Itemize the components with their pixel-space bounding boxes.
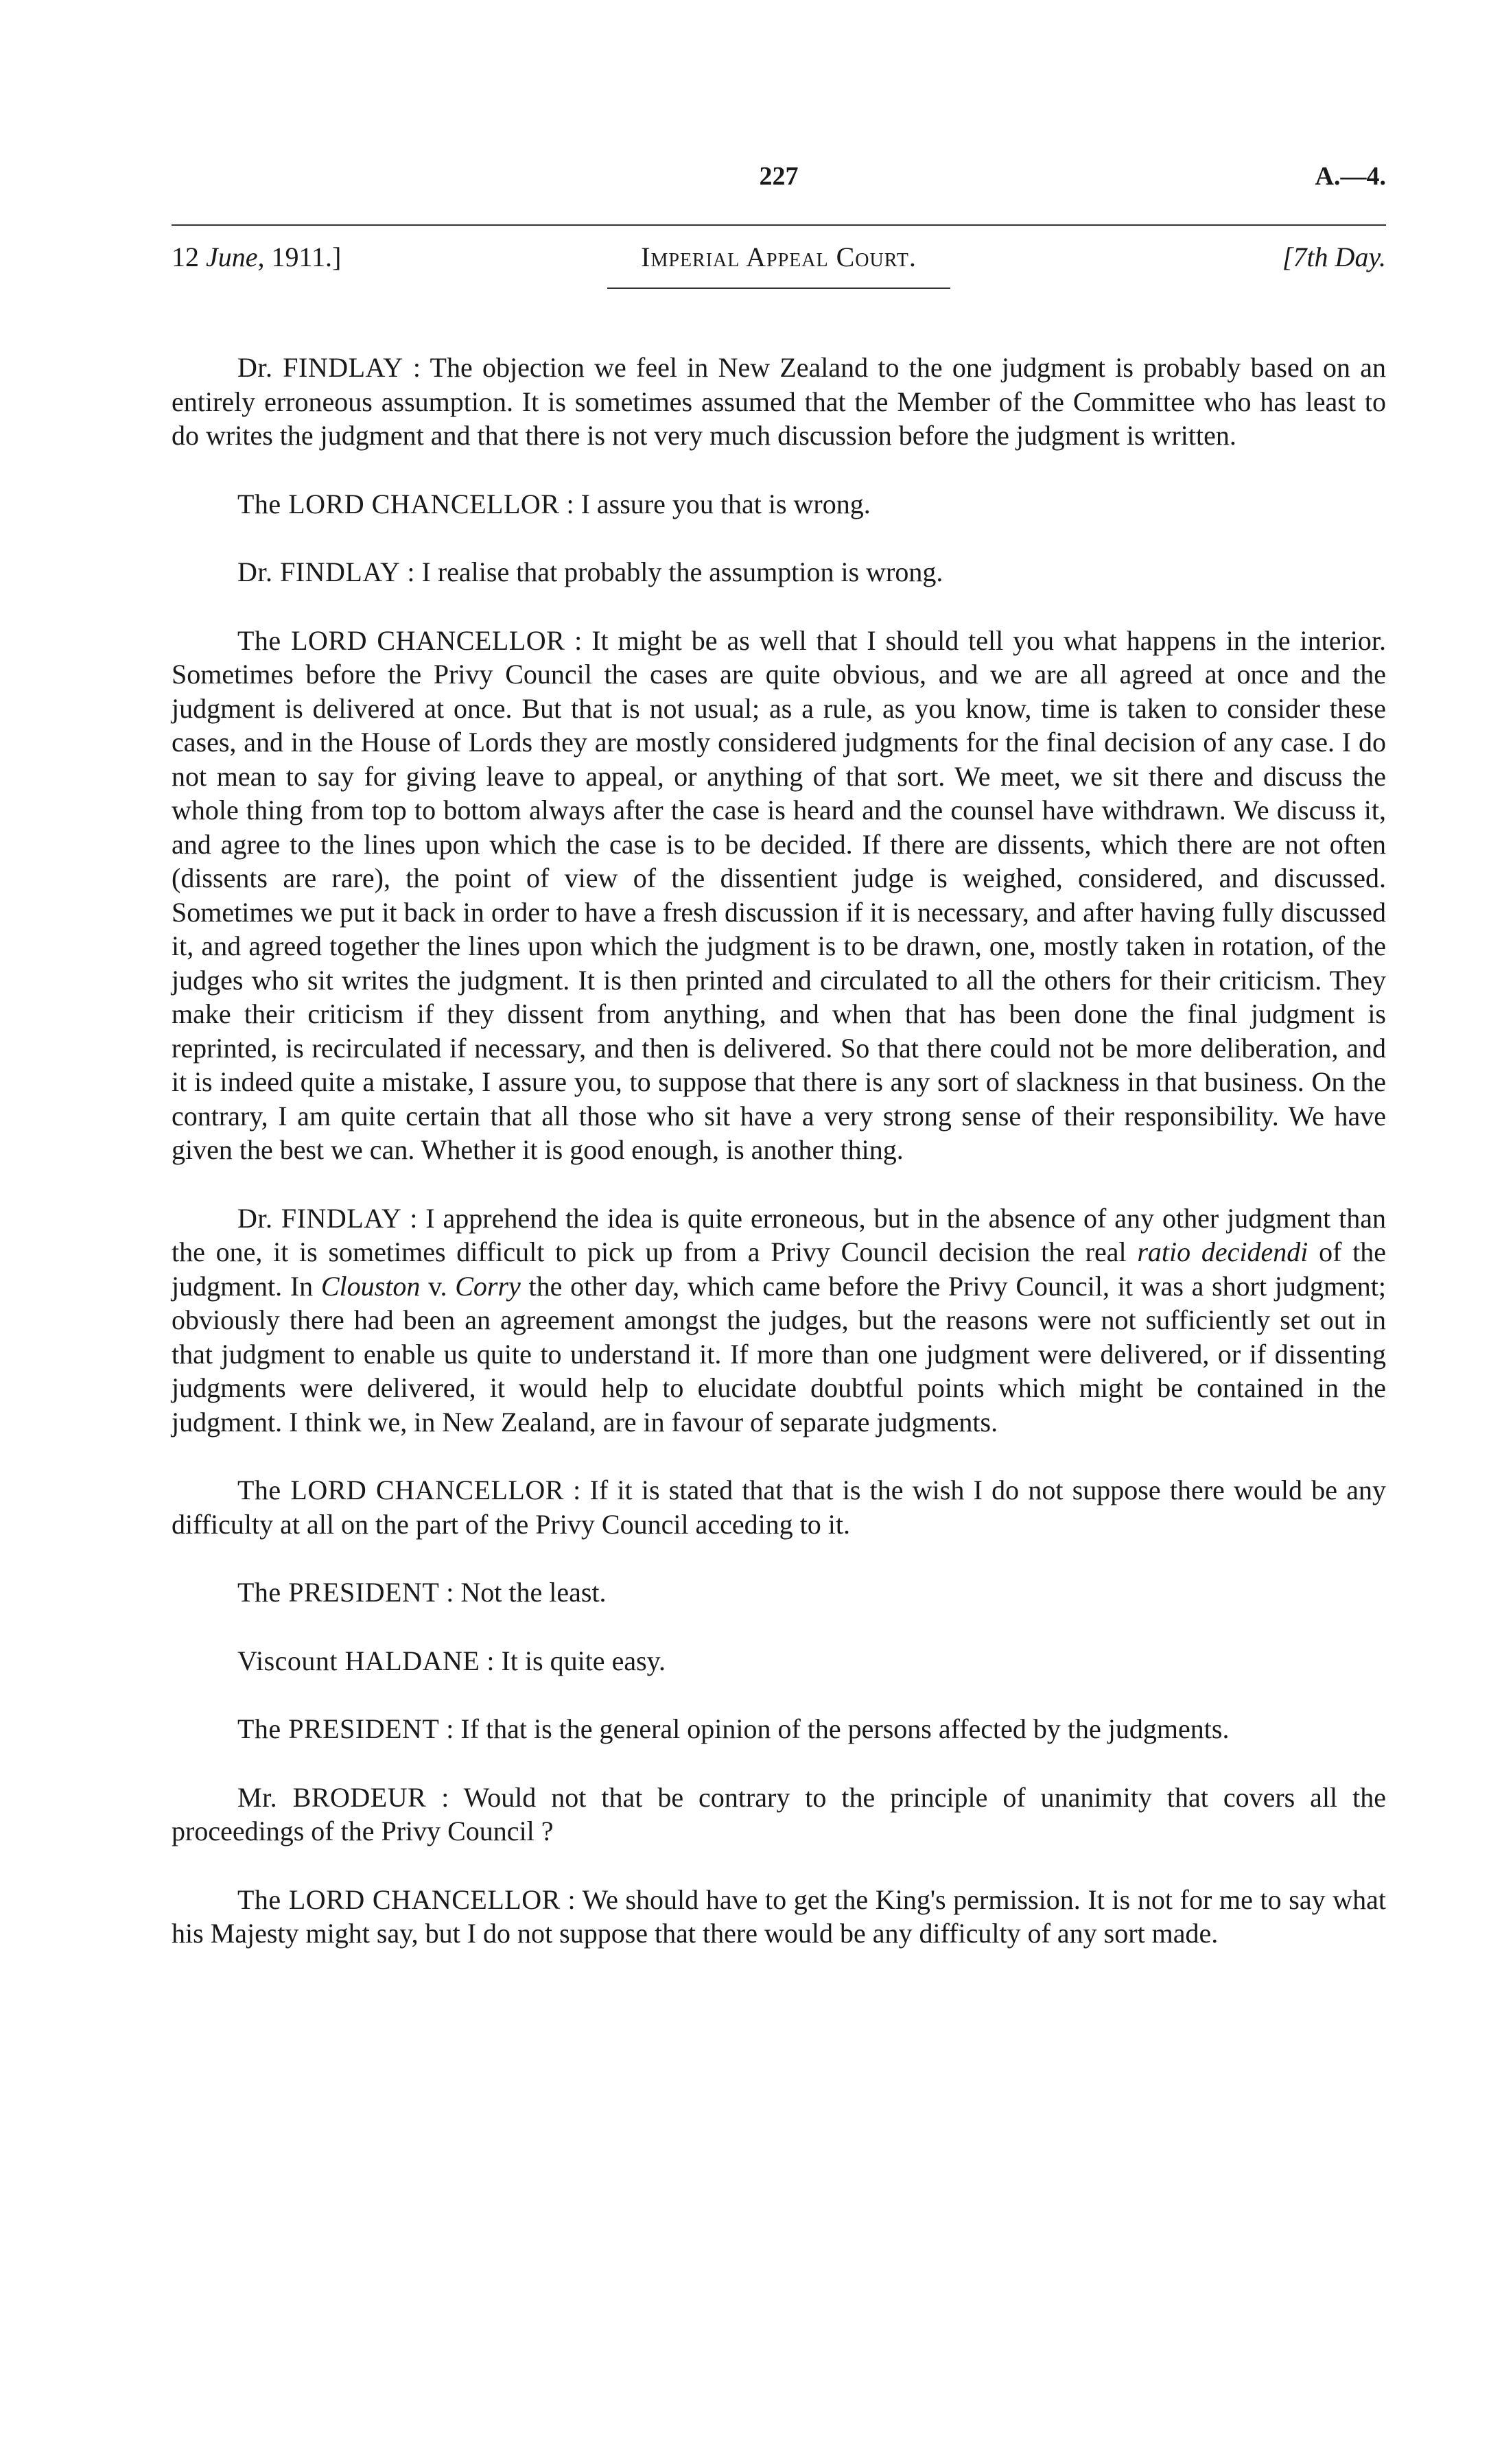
paragraph-findlay-1: Dr. FINDLAY : The objection we feel in New Zealand to the one judgment is probably based on an entirely erroneous assumption. It is sometimes assumed that the Member of the Committee who has least to do writes the judgment and that there is not very much discussion before the judgment is written.	[172, 352, 1387, 451]
paragraph-text: I assure you that is wrong.	[580, 488, 871, 519]
speaker-name: Mr. BRODEUR	[237, 1781, 427, 1813]
speaker-name: The LORD CHANCELLOR	[237, 1475, 564, 1505]
speaker-name: Dr. FINDLAY	[237, 352, 403, 383]
section-title: Imperial Appeal Court.	[641, 242, 917, 272]
paragraph-president-1: The PRESIDENT : Not the least.	[237, 1577, 607, 1608]
paragraph-text: It might be as well that I should tell you what happens in the interior. Sometimes before the Privy Council the cases are quite obvious, and we are all agreed at once and the judgment is delivered at once. But that is not usual; as a rule, as you know, time is taken to consider these cases, and in the House of Lords they are mostly considered judgments for the final decision of any case. I do not mean to say for giving leave to appeal, or anything of that sort. We meet, we sit there and discuss the whole thing from top to bottom always after the case is heard and the counsel have withdrawn. We discuss it, and agree to the lines upon which the case is to be decided. If there are dissents, which there are not often (dissents are rare), the point of view of the dissentient judge is weighed, considered, and discussed. Sometimes we put it back in order to have a fresh discussion if it is necessary, and after having fully discussed it, and agreed together the lines upon which the judgment is to be drawn, one, mostly taken in rotation, of the judges who sit writes the judgment. It is then printed and circulated to all the others for their criticism. They make their criticism if they dissent from anything, and when that has been done the final judgment is reprinted, is recirculated if necessary, and then is delivered. So that there could not be more deliberation, and it is indeed quite a mistake, I assure you, to suppose that there is any sort of slackness in that business. On the contrary, I am quite certain that all those who sit have a very strong sense of their responsibility. We have given the best we can. Whether it is good enough, is another thing.	[172, 624, 1387, 1165]
speaker-name: The PRESIDENT	[237, 1577, 440, 1608]
latin-phrase: ratio decidendi	[1137, 1236, 1308, 1267]
speaker-name: Dr. FINDLAY	[237, 1202, 402, 1234]
page-number: 227	[759, 162, 799, 191]
paragraph-lord-chancellor-1: The LORD CHANCELLOR : I assure you that is wrong.	[237, 488, 871, 519]
date-day: 12	[172, 242, 206, 272]
paper-reference: A.—4.	[1315, 162, 1386, 191]
paragraph-text: If it is stated that that is the wish I do not suppose there would be any difficulty at all on the part of the Privy Council acceding to it.	[172, 1475, 1386, 1540]
transcript-body	[172, 351, 1386, 1951]
paragraph-findlay-2: Dr. FINDLAY : I realise that probably the assumption is wrong.	[237, 556, 943, 587]
paragraph-findlay-3: Dr. FINDLAY : I apprehend the idea is quite erroneous, but in the absence of any other judgment than the one, it is sometimes difficult to pick up from a Privy Council decision the real ratio decidendi of the judgment. In Clouston v. Corry the other day, which came before the Privy Council, it was a short judgment; obviously there had been an agreement amongst the judges, but the reasons were not sufficiently set out in that judgment to enable us quite to understand it. If more than one judgment were delivered, or if dissenting judgments were delivered, it would help to elucidate doubtful points which might be contained in the judgment. I think we, in New Zealand, are in favour of separate judgments.	[172, 1202, 1387, 1438]
paragraph-text: We should have to get the King's permission. It is not for me to say what his Majesty might say, but I do not suppose that there would be any difficulty of any sort made.	[172, 1884, 1387, 1949]
running-head	[172, 154, 1386, 196]
speaker-name: The LORD CHANCELLOR	[237, 1884, 561, 1915]
paragraph-text: The objection we feel in New Zealand to the one judgment is probably based on an entirely erroneous assumption. It is sometimes assumed that the Member of the Committee who has least to do writes the judgment and that there is not very much discussion before the judgment is written.	[172, 352, 1387, 451]
paragraph-lord-chancellor-2: The LORD CHANCELLOR : It might be as well that I should tell you what happens in the interior. Sometimes before the Privy Council the cases are quite obvious, and we are all agreed at once and the judgment is delivered at once. But that is not usual; as a rule, as you know, time is taken to consider these cases, and in the House of Lords they are mostly considered judgments for the final decision of any case. I do not mean to say for giving leave to appeal, or anything of that sort. We meet, we sit there and discuss the whole thing from top to bottom always after the case is heard and the counsel have withdrawn. We discuss it, and agree to the lines upon which the case is to be decided. If there are dissents, which there are not often (dissents are rare), the point of view of the dissentient judge is weighed, considered, and discussed. Sometimes we put it back in order to have a fresh discussion if it is necessary, and after having fully discussed it, and agreed together the lines upon which the judgment is to be drawn, one, mostly taken in rotation, of the judges who sit writes the judgment. It is then printed and circulated to all the others for their criticism. They make their criticism if they dissent from anything, and when that has been done the final judgment is reprinted, is recirculated if necessary, and then is delivered. So that there could not be more deliberation, and it is indeed quite a mistake, I assure you, to suppose that there is any sort of slackness in that business. On the contrary, I am quite certain that all those who sit have a very strong sense of their responsibility. We have given the best we can. Whether it is good enough, is another thing.	[172, 624, 1387, 1165]
section-head	[172, 226, 1386, 288]
paragraph-text: I realise that probably the assumption is wrong.	[421, 556, 943, 587]
paragraph-text: Would not that be contrary to the principle of unanimity that covers all the proceedings of the Privy Council ?	[172, 1781, 1387, 1846]
speaker-name: The LORD CHANCELLOR	[237, 488, 560, 519]
speaker-name: Viscount HALDANE	[237, 1645, 480, 1676]
case-party-name: Clouston	[320, 1270, 421, 1302]
paragraph-lord-chancellor-4: The LORD CHANCELLOR : We should have to get the King's permission. It is not for me to say what his Majesty might say, but I do not suppose that there would be any difficulty of any sort made.	[172, 1884, 1387, 1949]
paragraph-text: It is quite easy.	[501, 1645, 666, 1676]
paragraph-text: the other day, which came before the Privy Council, it was a short judgment; obviously there had been an agreement amongst the judges, but the reasons were not sufficiently set out in that judgment to enable us quite to understand it. If more than one judgment were delivered, or if dissenting judgments were delivered, it would help to elucidate doubtful points which might be contained in the judgment. I think we, in New Zealand, are in favour of separate judgments.	[172, 1270, 1387, 1438]
paragraph-text: of the judgment. In	[172, 1236, 1387, 1302]
date-month: June,	[206, 242, 265, 272]
paragraph-brodeur-1: Mr. BRODEUR : Would not that be contrary to the principle of unanimity that covers all the proceedings of the Privy Council ?	[172, 1781, 1387, 1846]
section-rule	[607, 288, 950, 289]
date-year: 1911.]	[264, 242, 342, 272]
speaker-name: Dr. FINDLAY	[237, 556, 401, 587]
speaker-name: The LORD CHANCELLOR	[237, 624, 565, 656]
paragraph-president-2: The PRESIDENT : If that is the general opinion of the persons affected by the judgments.	[237, 1713, 1230, 1744]
case-party-name: Corry	[455, 1270, 521, 1302]
paragraph-haldane-1: Viscount HALDANE : It is quite easy.	[237, 1645, 666, 1676]
speaker-name: The PRESIDENT	[237, 1713, 440, 1744]
paragraph-lord-chancellor-3: The LORD CHANCELLOR : If it is stated that that is the wish I do not suppose there would be any difficulty at all on the part of the Privy Council acceding to it.	[172, 1475, 1386, 1540]
paragraph-text: I apprehend the idea is quite erroneous, but in the absence of any other judgment than the one, it is sometimes difficult to pick up from a Privy Council decision the real	[172, 1202, 1386, 1267]
paragraph-text: v.	[420, 1270, 456, 1302]
paragraph-text: If that is the general opinion of the persons affected by the judgments.	[460, 1713, 1230, 1744]
paragraph-text: Not the least.	[460, 1577, 607, 1608]
day-reference: [7th Day.	[1282, 242, 1386, 272]
document-page	[172, 154, 1386, 1985]
